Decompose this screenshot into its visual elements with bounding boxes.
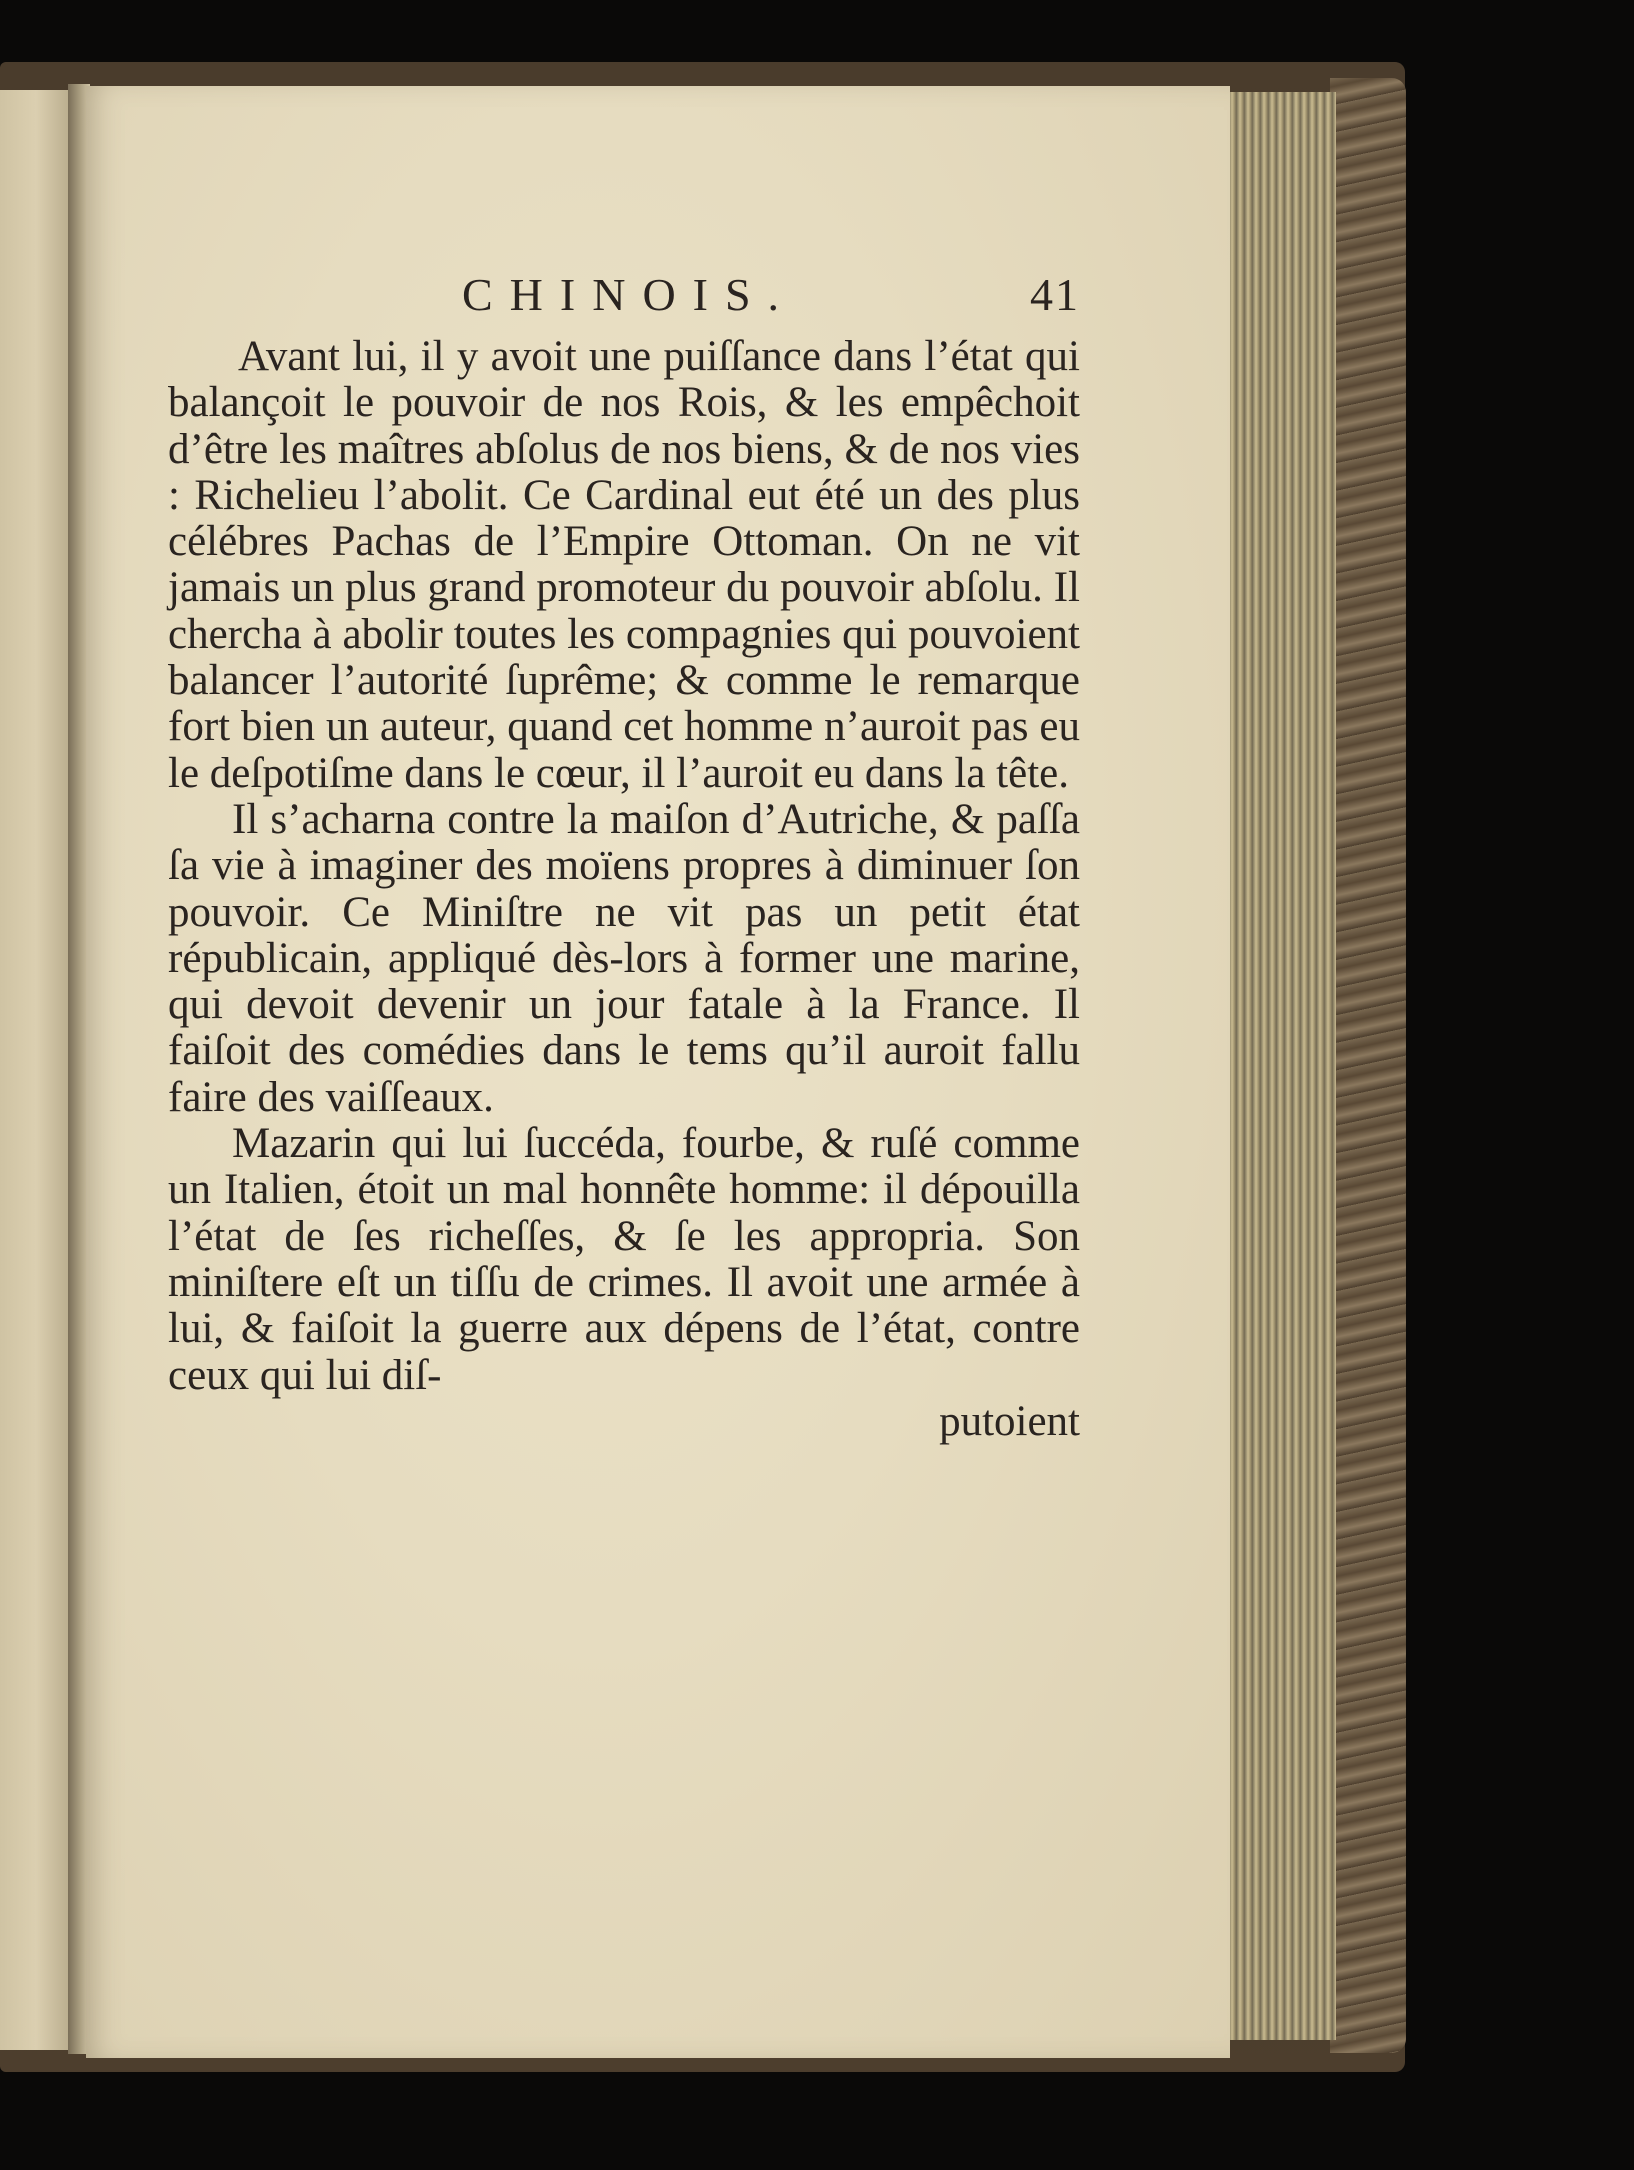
page-text-block [168, 262, 1080, 1445]
left-page-margin [0, 90, 72, 2050]
marbled-board-edge [1330, 78, 1406, 2053]
paragraph-autriche: Il s’acharna contre la maiſon d’Autriche, & paſſa ſa vie à imaginer des moïens propres à diminuer ſon pouvoir. Ce Miniſtre ne vit pas un petit état républicain, appliqué dès-lors à former une marine, qui devoit devenir un jour fatale à la France. Il faiſoit des comédies dans le tems qu’il auroit fallu faire des vaiſſeaux. [168, 795, 1080, 1121]
page-number: 41 [1030, 269, 1080, 320]
page-fore-edge [1226, 92, 1336, 2040]
paragraph-mazarin: Mazarin qui lui ſuccéda, fourbe, & ruſé comme un Italien, étoit un mal honnête homme: il dépouilla l’état de ſes richeſſes, & ſe les appropria. Son miniſtere eſt un tiſſu de crimes. Il avoit une armée à lui, & faiſoit la guerre aux dépens de l’état, contre ceux qui lui diſ- [168, 1120, 1080, 1399]
running-title: CHINOIS. [462, 269, 797, 320]
running-head [168, 262, 1080, 328]
catchword: putoient [939, 1397, 1080, 1445]
paragraph-richelieu: Avant lui, il y avoit une puiſſance dans l’état qui balançoit le pouvoir de nos Rois, & les empêchoit d’être les maîtres abſolus de nos biens, & de nos vies : Richelieu l’abolit. Ce Cardinal eut été un des plus célébres Pachas de l’Empire Ottoman. On ne vit jamais un plus grand promoteur du pouvoir abſolu. Il chercha à abolir toutes les compagnies qui pouvoient balancer l’autorité ſuprême; & comme le remarque fort bien un auteur, quand cet homme n’auroit pas eu le deſpotiſme dans le cœur, il l’auroit eu dans la tête. [168, 333, 1080, 797]
